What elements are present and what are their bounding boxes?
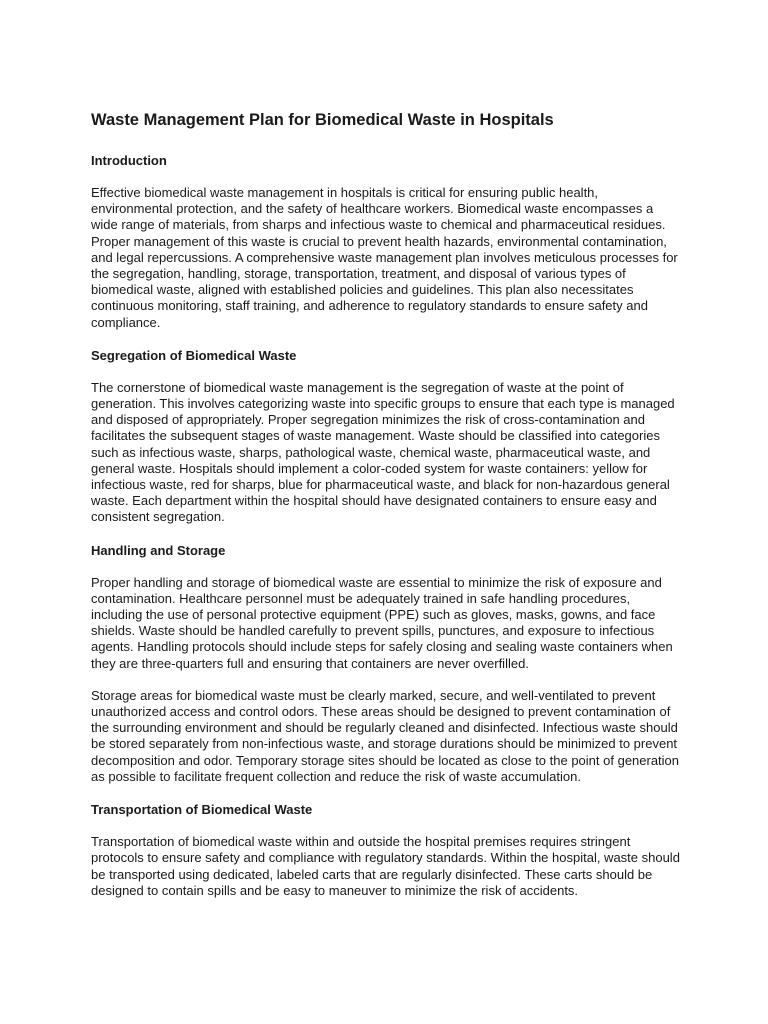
section-heading-handling-storage: Handling and Storage bbox=[91, 542, 226, 558]
section-segregation bbox=[91, 347, 683, 526]
paragraph: Effective biomedical waste management in hospitals is critical for ensuring public health, environmental protection, and the safety of healthcare workers. Biomedical waste encompasses a wide range of materials, from sharps and infectious waste to chemical and pharmaceutical residues. Proper management of this waste is crucial to prevent health hazards, environmental contamination, and legal repercussions. A comprehensive waste management plan involves meticulous processes for the segregation, handling, storage, transportation, treatment, and disposal of various types of biomedical waste, aligned with established policies and guidelines. This plan also necessitates continuous monitoring, staff training, and adherence to regulatory standards to ensure safety and compliance. bbox=[91, 185, 678, 330]
paragraph: Transportation of biomedical waste within and outside the hospital premises requires stringent protocols to ensure safety and compliance with regulatory standards. Within the hospital, waste should be transported using dedicated, labeled carts that are regularly disinfected. These carts should be designed to contain spills and be easy to maneuver to minimize the risk of accidents. bbox=[91, 834, 680, 898]
section-handling-storage bbox=[91, 542, 683, 785]
paragraph: Storage areas for biomedical waste must be clearly marked, secure, and well-ventilated to prevent unauthorized access and control odors. These areas should be designed to prevent contamination of the surrounding environment and should be regularly cleaned and disinfected. Infectious waste should be stored separately from non-infectious waste, and storage durations should be minimized to prevent decomposition and odor. Temporary storage sites should be located as close to the point of generation as possible to facilitate frequent collection and reduce the risk of waste accumulation. bbox=[91, 687, 680, 784]
section-heading-introduction: Introduction bbox=[91, 153, 167, 168]
document-title: Waste Management Plan for Biomedical Waste in Hospitals bbox=[91, 111, 554, 129]
paragraph: The cornerstone of biomedical waste management is the segregation of waste at the point of generation. This involves categorizing waste into specific groups to ensure that each type is managed and disposed of appropriately. Proper segregation minimizes the risk of cross-contamination and facilitates the subsequent stages of waste management. Waste should be classified into categories such as infectious waste, sharps, pathological waste, chemical waste, pharmaceutical waste, and general waste. Hospitals should implement a color-coded system for waste containers: yellow for infectious waste, red for sharps, blue for pharmaceutical waste, and black for non-hazardous general waste. Each department within the hospital should have designated containers to ensure easy and consistent segregation. bbox=[91, 379, 675, 525]
section-transportation bbox=[91, 801, 683, 899]
paragraph: Proper handling and storage of biomedical waste are essential to minimize the risk of exposure and contamination. Healthcare personnel must be adequately trained in safe handling procedures, including the use of personal protective equipment (PPE) such as gloves, masks, gowns, and face shields. Waste should be handled carefully to prevent spills, punctures, and exposure to infectious agents. Handling protocols should include steps for safely closing and sealing waste containers when they are three-quarters full and ensuring that containers are never overfilled. bbox=[91, 574, 673, 671]
section-heading-segregation: Segregation of Biomedical Waste bbox=[91, 347, 297, 363]
section-heading-transportation: Transportation of Biomedical Waste bbox=[91, 802, 313, 818]
document-page bbox=[91, 108, 683, 915]
section-introduction bbox=[91, 152, 683, 331]
